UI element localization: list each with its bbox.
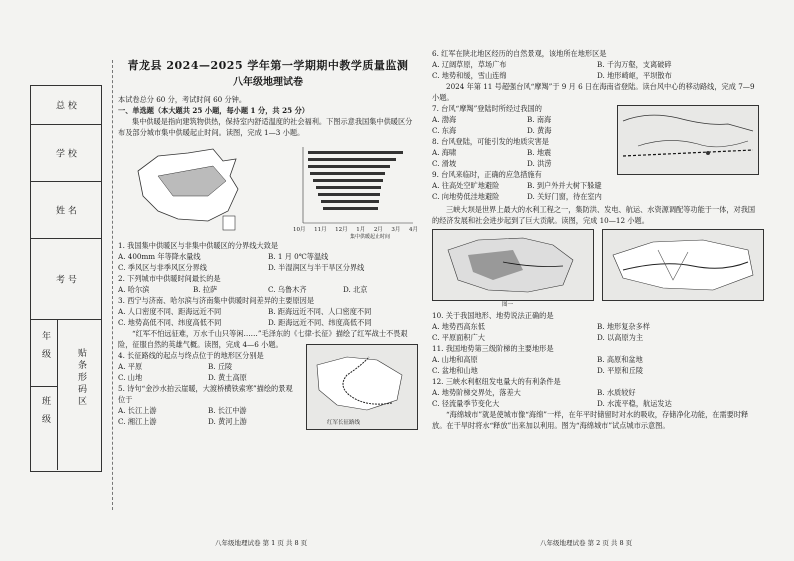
q7-option-d[interactable]: D. 黄海	[527, 126, 552, 135]
q5-option-c[interactable]: C. 湘江上游	[118, 417, 157, 426]
intro-4: “红军不怕远征难，万水千山只等闲……”毛泽东的《七律·长征》描绘了红军战士不畏艰险，征服自然的英雄气概。读图，完成 4—6 小题。	[118, 329, 408, 349]
school-cell[interactable]	[31, 125, 101, 182]
q8-option-b[interactable]: B. 地震	[527, 148, 552, 157]
month-tick: 1月	[356, 227, 366, 233]
q1-option-c[interactable]: C. 季风区与非季风区分界线	[118, 263, 207, 272]
q3-option-a[interactable]: A. 人口密度不同、距海远近不同	[118, 307, 222, 316]
q8-option-a[interactable]: A. 海啸	[432, 148, 457, 157]
q1-option-a[interactable]: A. 400mm 年等降水量线	[118, 252, 201, 261]
q2-option-a[interactable]: A. 哈尔滨	[118, 285, 150, 294]
exam-no-cell[interactable]	[31, 239, 101, 320]
q5-option-b[interactable]: B. 长江中游	[208, 406, 247, 415]
figure-label: 图一	[502, 302, 514, 308]
month-tick: 11月	[314, 227, 327, 233]
heating-map-and-chart	[118, 141, 418, 237]
question-7: 7. 台风“摩羯”登陆时所经过我国的	[432, 104, 542, 113]
q4-option-c[interactable]: C. 山地	[118, 373, 143, 382]
q9-option-d[interactable]: D. 关好门窗，待在室内	[527, 192, 602, 201]
q5-option-a[interactable]: A. 长江上游	[118, 406, 157, 415]
question-1: 1. 我国集中供暖区与非集中供暖区的分界线大致是	[118, 241, 279, 250]
q10-option-d[interactable]: D. 以高原为主	[597, 333, 644, 342]
grade-label: 年 级	[40, 331, 50, 361]
barcode-area: 贴条形码区	[76, 348, 86, 408]
river-basin-drawing	[603, 230, 763, 300]
intro-1: 集中供暖是指向建筑物供热，保持室内舒适温度的社会福利。下图示意我国集中供暖区分布及部分城市集中供暖起止时间。读图，完成 1—3 小题。	[118, 117, 413, 137]
q5-option-d[interactable]: D. 黄河上游	[208, 417, 247, 426]
q7-q9-block	[432, 103, 762, 202]
month-tick: 3月	[391, 227, 401, 233]
q2-option-c[interactable]: C. 乌鲁木齐	[268, 285, 307, 294]
intro-10: 三峡大坝是世界上最大的水利工程之一，集防洪、发电、航运、水资源调配等功能于一体，对我国的经济发展和社会进步起到了巨大贡献。读图，完成 10—12 小题。	[432, 205, 756, 225]
school-label: 学 校	[56, 149, 77, 160]
question-6: 6. 红军在陕北地区经历的自然景观，该地所在地形区是	[432, 49, 607, 58]
typhoon-track-map	[617, 105, 759, 175]
q11-option-c[interactable]: C. 盆地和山地	[432, 366, 478, 375]
right-column	[432, 48, 762, 431]
q9-option-a[interactable]: A. 往高处空旷地避险	[432, 181, 500, 190]
intro-7: 2024 年第 11 号超强台风“摩羯”于 9 月 6 日在海南省登陆。读台风中心的移动路线，完成 7—9 小题。	[432, 82, 755, 102]
q6-option-c[interactable]: C. 地势和缓，雪山连绵	[432, 71, 507, 80]
q2-option-b[interactable]: B. 拉萨	[193, 285, 218, 294]
name-label: 姓 名	[56, 206, 77, 217]
question-9: 9. 台风来临时，正确的应急措施有	[432, 170, 542, 179]
question-5: 5. 诗句“金沙水拍云崖暖，大渡桥横铁索寒”描绘的景观位于	[118, 384, 293, 404]
exam-title: 青龙县 2024—2025 学年第一学期期中教学质量监测	[127, 59, 409, 72]
q8-option-d[interactable]: D. 洪涝	[527, 159, 552, 168]
river-basin-map	[602, 229, 764, 301]
binding-strip	[30, 85, 102, 472]
score-note: 本试卷总分 60 分，考试时间 60 分钟。	[118, 95, 247, 104]
question-3: 3. 西宁与济南、哈尔滨与济南集中供暖时间差异的主要原因是	[118, 296, 315, 305]
figure-three-gorges	[432, 229, 762, 307]
footer-page-2: 八年级地理试卷 第 2 页 共 8 页	[540, 539, 633, 547]
figure-1	[118, 141, 418, 240]
month-tick: 10月	[293, 227, 306, 233]
q4-option-a[interactable]: A. 平原	[118, 362, 143, 371]
q3-option-b[interactable]: B. 距海远近不同、人口密度不同	[268, 307, 372, 316]
q8-option-c[interactable]: C. 滑坡	[432, 159, 457, 168]
heating-duration-bars	[303, 147, 413, 223]
class-label: 班 级	[40, 396, 50, 426]
q4-q5-block	[118, 350, 418, 427]
q10-option-a[interactable]: A. 地势西高东低	[432, 322, 485, 331]
intro-13: “海绵城市”就是使城市像“海绵”一样，在年平时储留时对水的吸收，存储净化功能，在需要时释放。在干旱时将水“释放”出来加以利用。图为“海绵城市”试点城市示意图。	[432, 410, 749, 430]
question-11: 11. 我国地势第三级阶梯的主要地形是	[432, 344, 554, 353]
q12-option-b[interactable]: B. 水质较好	[597, 388, 636, 397]
section-1-heading: 一、单选题（本大题共 25 小题，每小题 1 分，共 25 分）	[118, 106, 309, 115]
question-10: 10. 关于我国地形、地势说法正确的是	[432, 311, 554, 320]
q6-option-b[interactable]: B. 千沟万壑，支离破碎	[597, 60, 672, 69]
q4-option-d[interactable]: D. 黄土高原	[208, 373, 247, 382]
typhoon-track-drawing	[618, 106, 758, 174]
q7-option-c[interactable]: C. 东海	[432, 126, 457, 135]
name-cell[interactable]	[31, 182, 101, 239]
q9-option-c[interactable]: C. 向地势低洼地避险	[432, 192, 500, 201]
q11-option-a[interactable]: A. 山地和高原	[432, 355, 478, 364]
long-march-map	[306, 344, 418, 430]
q12-option-d[interactable]: D. 水流平稳，航运发达	[597, 399, 672, 408]
q11-option-b[interactable]: B. 高原和盆地	[597, 355, 643, 364]
exam-no-label: 考 号	[56, 275, 77, 286]
q1-option-d[interactable]: D. 半湿润区与半干旱区分界线	[268, 263, 365, 272]
china-terrain-map	[432, 229, 594, 301]
q4-option-b[interactable]: B. 丘陵	[208, 362, 233, 371]
long-march-map-drawing	[307, 345, 417, 417]
q9-option-b[interactable]: B. 到户外并大树下躲避	[527, 181, 602, 190]
q7-option-a[interactable]: A. 渤海	[432, 115, 457, 124]
q3-option-c[interactable]: C. 地势高低不同、纬度高低不同	[118, 318, 222, 327]
month-tick: 2月	[373, 227, 383, 233]
month-tick: 4月	[408, 227, 418, 233]
q7-option-b[interactable]: B. 南海	[527, 115, 552, 124]
question-12: 12. 三峡水利枢纽发电量大的有利条件是	[432, 377, 561, 386]
q10-option-b[interactable]: B. 地形复杂多样	[597, 322, 650, 331]
question-4: 4. 长征路线的起点与终点位于的地形区分别是	[118, 351, 264, 360]
q11-option-d[interactable]: D. 平原和丘陵	[597, 366, 644, 375]
terrain-map-drawing	[433, 230, 593, 300]
footer-page-1: 八年级地理试卷 第 1 页 共 8 页	[215, 539, 308, 547]
q12-option-c[interactable]: C. 径流量季节变化大	[432, 399, 500, 408]
total-cell	[31, 86, 101, 125]
month-tick: 12月	[335, 227, 348, 233]
left-column	[118, 60, 418, 427]
q2-option-d[interactable]: D. 北京	[343, 285, 368, 294]
q6-option-a[interactable]: A. 辽阔草原，草场广布	[432, 60, 507, 69]
question-8: 8. 台风登陆，可能引发的地质灾害是	[432, 137, 549, 146]
chart-legend: 集中供暖起止时间	[350, 234, 391, 240]
map-legend: 红军长征路线	[327, 420, 361, 426]
q10-option-c[interactable]: C. 平原面积广大	[432, 333, 485, 342]
cut-line	[112, 60, 113, 510]
q6-option-d[interactable]: D. 地形崎岖，平坝散布	[597, 71, 672, 80]
q3-option-d[interactable]: D. 距海远近不同、纬度高低不同	[268, 318, 372, 327]
question-2: 2. 下列城市中供暖时间最长的是	[118, 274, 221, 283]
q12-option-a[interactable]: A. 地势阶梯交界处，落差大	[432, 388, 521, 397]
exam-subtitle: 八年级地理试卷	[233, 77, 303, 88]
q1-option-b[interactable]: B. 1 月 0℃等温线	[268, 252, 329, 261]
total-label: 总 校	[56, 101, 77, 112]
